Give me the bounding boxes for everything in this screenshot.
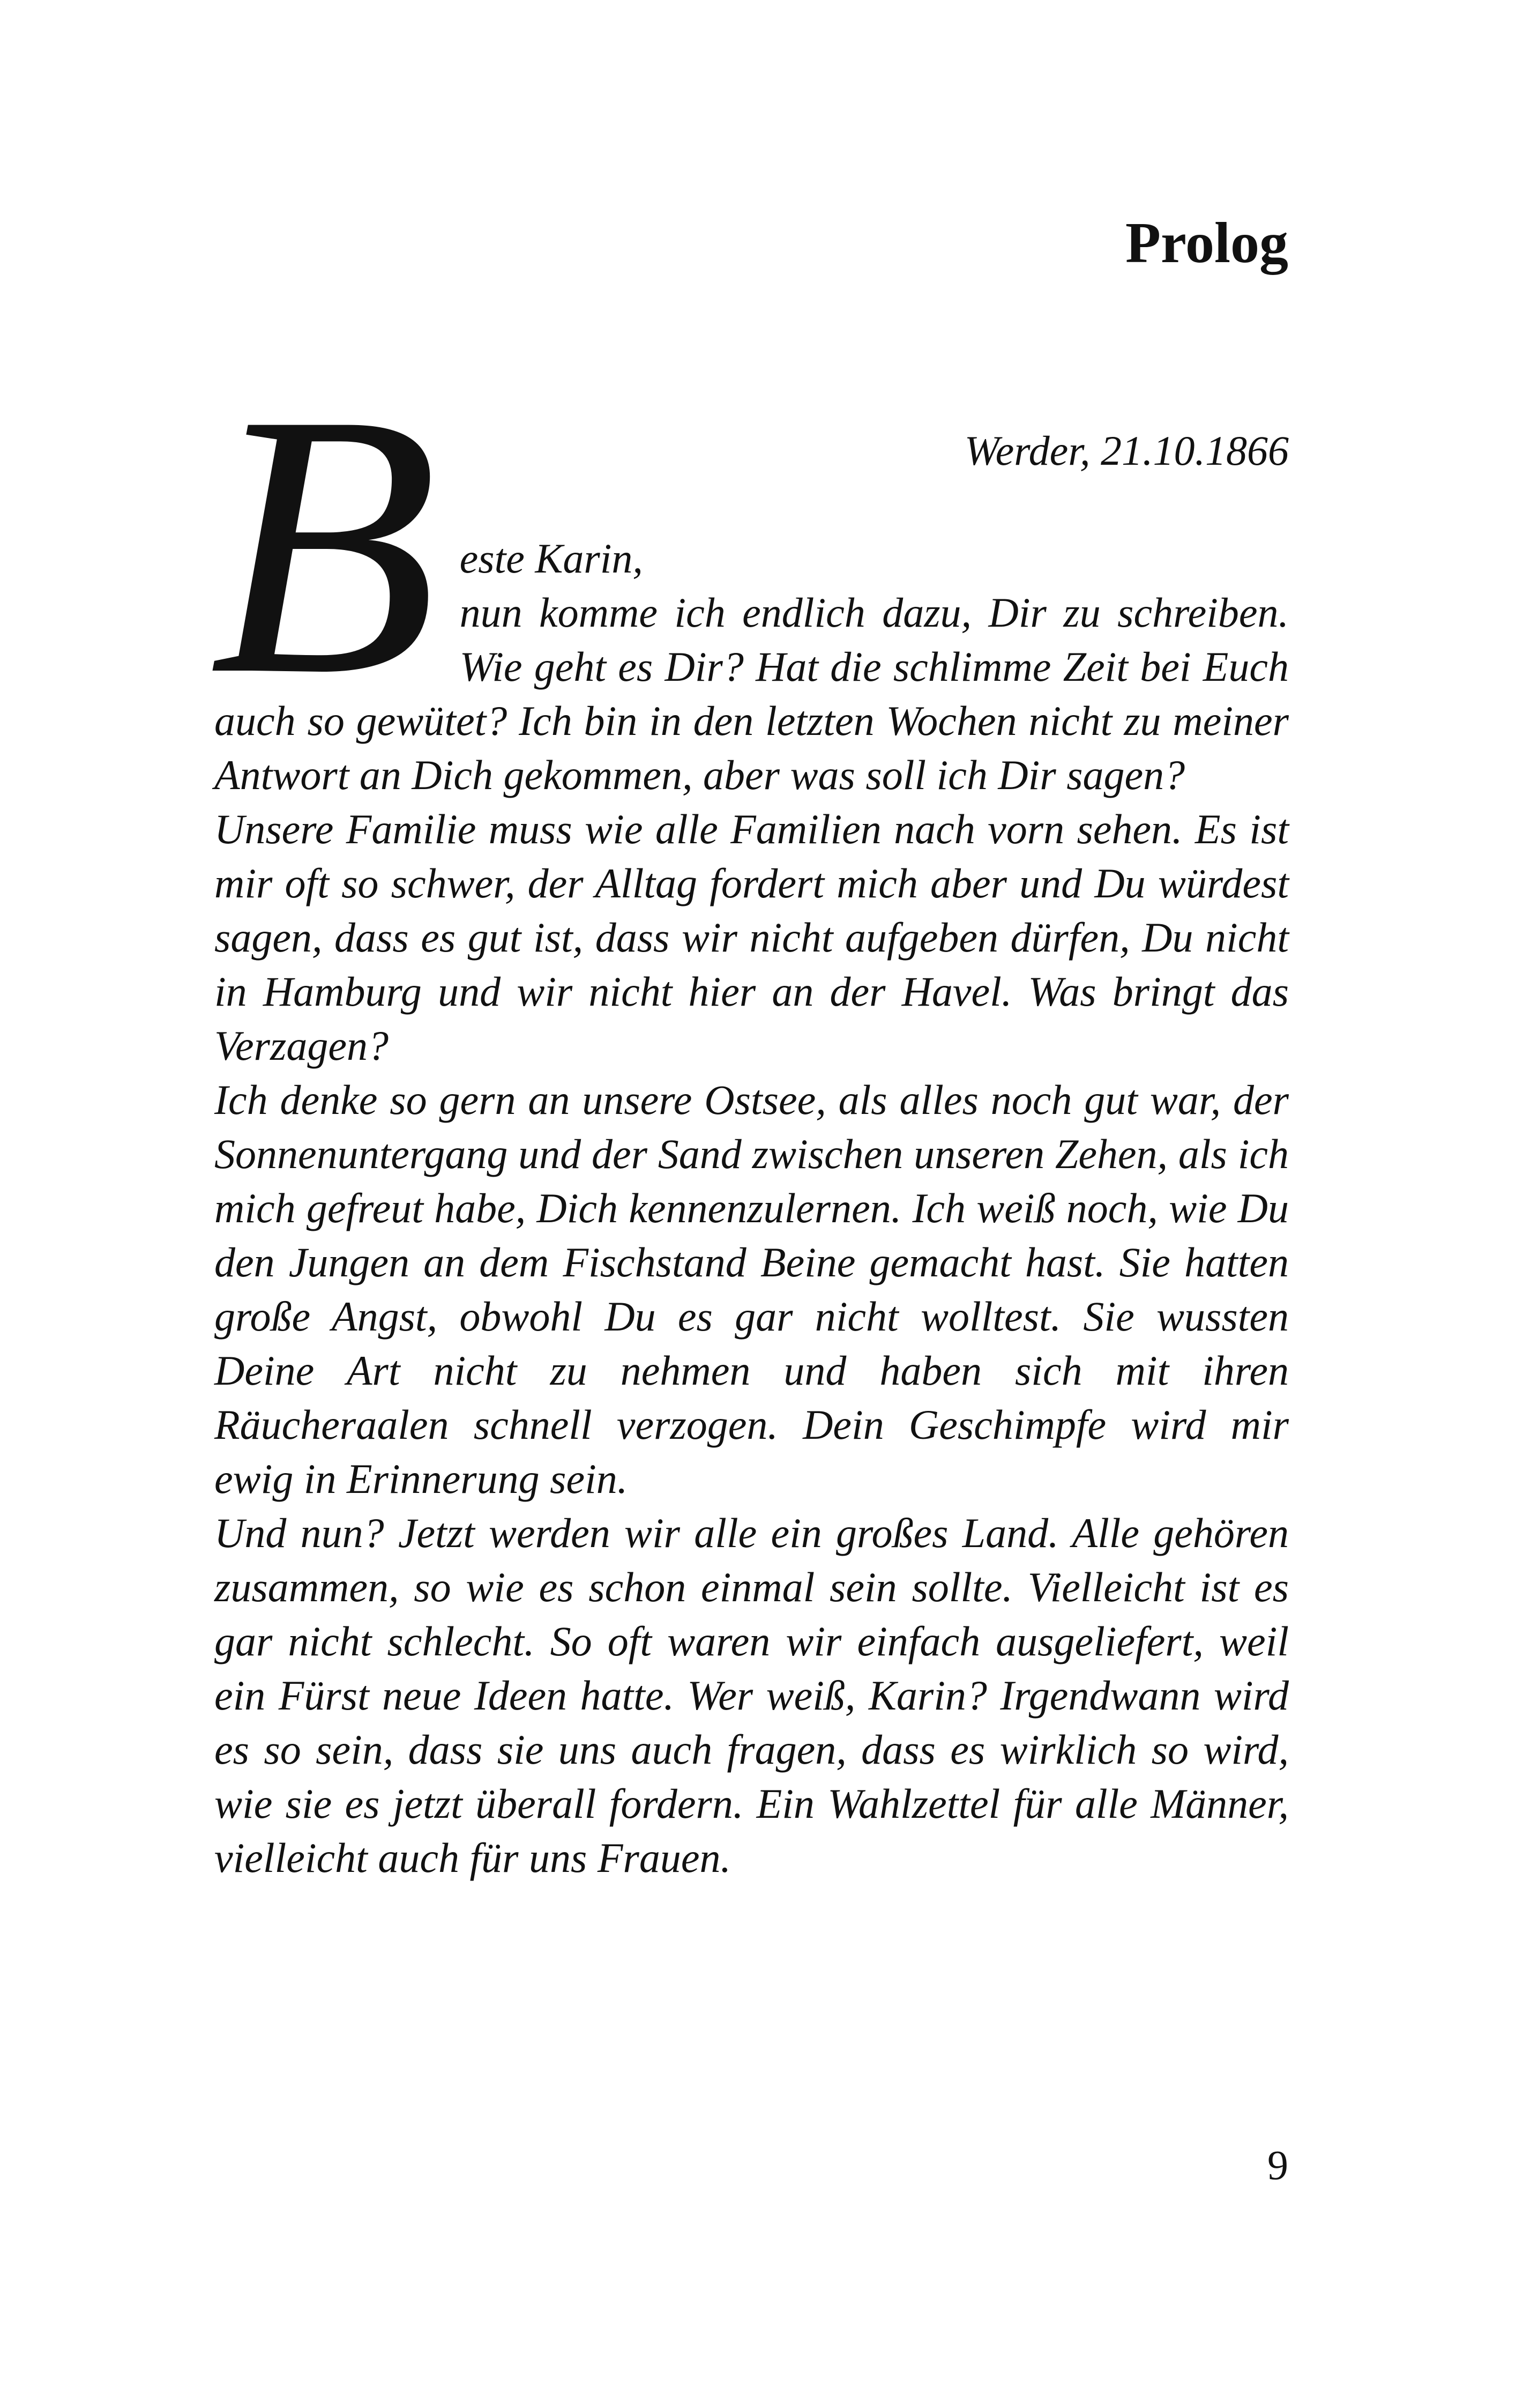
chapter-title: Prolog [1125, 211, 1288, 275]
letter-opening-paragraph: nun komme ich endlich dazu, Dir zu schreiben. Wie geht es Dir? Hat die schlimme Zeit bei Euch auch so gewütet? Ich bin in den letzten Wochen nicht zu meiner Antwort an Dich gekommen, aber was soll ich Dir sagen? [214, 589, 1289, 798]
letter-paragraph-1: Unsere Familie muss wie alle Familien nach vorn sehen. Es ist mir oft so schwer, der Alltag fordert mich aber und Du würdest sagen, dass es gut ist, dass wir nicht aufgeben dürfen, Du nicht in Hamburg und wir nicht hier an der Havel. Was bringt das Verzagen? [214, 806, 1289, 1069]
letter-greeting: este Karin, [459, 535, 643, 582]
letter-paragraph-2: Ich denke so gern an unsere Ostsee, als alles noch gut war, der Sonnenuntergang und der Sand zwischen unseren Zehen, als ich mich gefreut habe, Dich kennenzulernen. Ich weiß noch, wie Du den Jungen an dem Fischstand Beine gemacht hast. Sie hatten große Angst, obwohl Du es gar nicht wolltest. Sie wussten Deine Art nicht zu nehmen und haben sich mit ihren Räucheraalen schnell verzogen. Dein Geschimpfe wird mir ewig in Erinnerung sein. [214, 1076, 1289, 1502]
page-number: 9 [1267, 2142, 1288, 2188]
drop-cap: B [209, 337, 438, 752]
letter-paragraph-3: Und nun? Jetzt werden wir alle ein großes Land. Alle gehören zusammen, so wie es schon einmal sein sollte. Vielleicht ist es gar nicht schlecht. So oft waren wir einfach ausgeliefert, weil ein Fürst neue Ideen hatte. Wer weiß, Karin? Irgendwann wird es so sein, dass sie uns auch fragen, dass es wirklich so wird, wie sie es jetzt überall fordern. Ein Wahlzettel für alle Männer, vielleicht auch für uns Frauen. [214, 1510, 1289, 1881]
letter-body [209, 337, 1289, 1885]
letter-dateline: Werder, 21.10.1866 [964, 427, 1289, 474]
